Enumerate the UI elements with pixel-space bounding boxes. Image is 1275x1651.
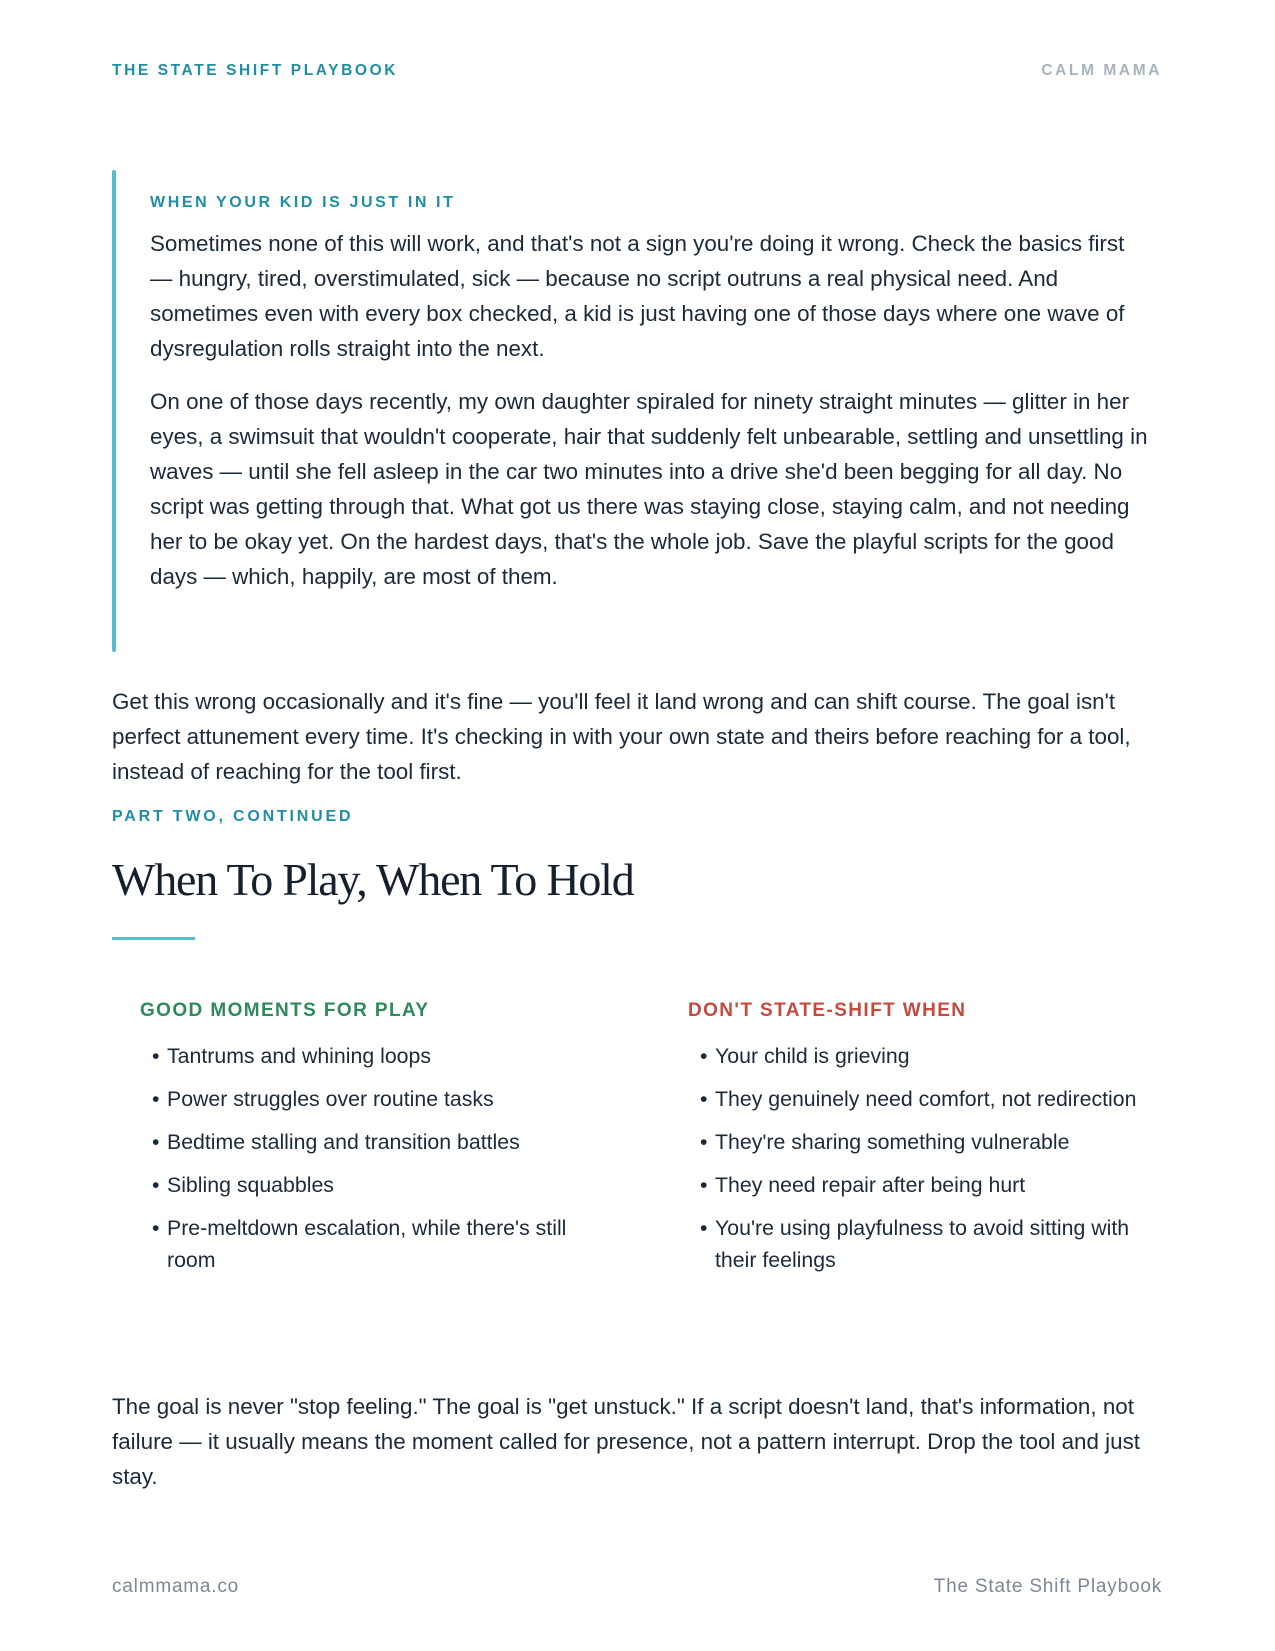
page-header	[112, 62, 1162, 80]
title-underline-rule	[112, 937, 195, 940]
page-footer	[112, 1576, 1162, 1598]
intro-paragraph: Get this wrong occasionally and it's fine — you'll feel it land wrong and can shift course. The goal isn't perfect attunement every time. It's checking in with your own state and theirs before reaching for a tool, instead of reaching for the tool first.	[112, 689, 1131, 784]
callout-eyebrow: WHEN YOUR KID IS JUST IN IT	[150, 194, 456, 211]
page	[112, 0, 1162, 1651]
list-item: • Power struggles over routine tasks	[140, 1083, 600, 1115]
header-doc-title: THE STATE SHIFT PLAYBOOK	[112, 62, 399, 79]
list-item: • Sibling squabbles	[140, 1169, 600, 1201]
list-item: • They're sharing something vulnerable	[688, 1126, 1158, 1158]
callout-content	[150, 194, 1150, 594]
callout-paragraph: On one of those days recently, my own daughter spiraled for ninety straight minutes — glitter in her eyes, a swimsuit that wouldn't cooperate, hair that suddenly felt unbearable, settling and unsettling in waves — until she fell asleep in the car two minutes into a drive she'd been begging for all day. No script was getting through that. What got us there was staying close, staying calm, and not needing her to be okay yet. On the hardest days, that's the whole job. Save the playful scripts for the good days — which, happily, are most of them.	[150, 389, 1148, 589]
dont-shift-heading: DON'T STATE-SHIFT WHEN	[688, 1000, 967, 1021]
header-brand: CALM MAMA	[1041, 62, 1162, 79]
list-item: • Your child is grieving	[688, 1040, 1158, 1072]
section-label: PART TWO, CONTINUED	[112, 808, 354, 825]
list-item: • Pre-meltdown escalation, while there's still room	[140, 1212, 600, 1276]
dont-shift-list	[688, 1040, 1158, 1276]
good-moments-column	[140, 1000, 600, 1287]
section-title: When To Play, When To Hold	[112, 854, 634, 905]
list-item: • Tantrums and whining loops	[140, 1040, 600, 1072]
good-moments-list	[140, 1040, 600, 1276]
callout-paragraph: Sometimes none of this will work, and that's not a sign you're doing it wrong. Check the basics first — hungry, tired, overstimulated, sick — because no script outruns a real physical need. And sometimes even with every box checked, a kid is just having one of those days where one wave of dysregulation rolls straight into the next.	[150, 231, 1125, 361]
list-item: • They genuinely need comfort, not redirection	[688, 1083, 1158, 1115]
list-item: • You're using playfulness to avoid sitting with their feelings	[688, 1212, 1158, 1276]
footer-website: calmmama.co	[112, 1576, 240, 1597]
closing-paragraph: The goal is never "stop feeling." The goal is "get unstuck." If a script doesn't land, that's information, not failure — it usually means the moment called for presence, not a pattern interrupt. Drop the tool and just stay.	[112, 1394, 1141, 1489]
list-item: • They need repair after being hurt	[688, 1169, 1158, 1201]
good-moments-heading: GOOD MOMENTS FOR PLAY	[140, 1000, 430, 1021]
list-item: • Bedtime stalling and transition battles	[140, 1126, 600, 1158]
footer-doc-title: The State Shift Playbook	[933, 1576, 1162, 1597]
callout-accent-bar	[112, 170, 116, 652]
callout-box	[112, 170, 1162, 652]
dont-shift-column	[688, 1000, 1158, 1287]
